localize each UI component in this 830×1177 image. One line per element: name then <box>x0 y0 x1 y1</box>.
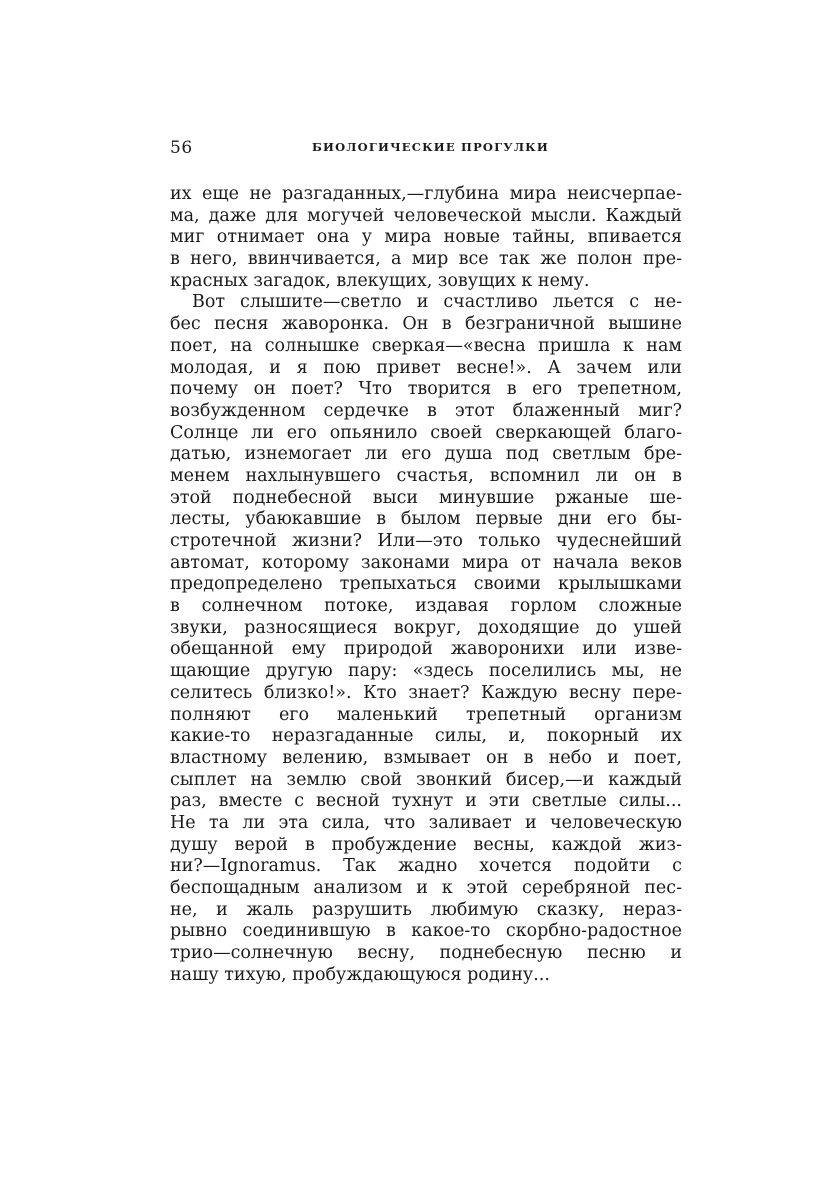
text-line: ма, даже для могучей человеческой мысли. Каждый <box>170 205 682 226</box>
text-line: какие-то неразгаданные силы, и, покорный их <box>170 726 682 747</box>
text-line: не, и жаль разрушить любимую сказку, нераз- <box>170 899 682 920</box>
text-line: беспощадным анализом и к этой серебряной пес- <box>170 878 682 898</box>
text-line: рывно соединившую в какое-то скорбно-радостное <box>170 921 682 942</box>
text-line: полняют его маленький трепетный организм <box>170 704 682 725</box>
text-line: датью, изнемогает ли его душа под светлым бре- <box>170 444 682 465</box>
text-line: менем нахлынувшего счастья, вспомнил ли он в <box>170 465 682 486</box>
text-line: нашу тихую, пробуждающуюся родину... <box>170 964 550 985</box>
body-text <box>170 184 682 986</box>
text-line: автомат, которому законами мира от начала веков <box>170 552 682 573</box>
page-number: 56 <box>170 138 193 158</box>
text-line: сыплет на землю свой звонкий бисер,—и каждый <box>170 769 682 790</box>
text-line: в солнечном потоке, издавая горлом сложные <box>170 596 682 617</box>
text-line: поет, на солнышке сверкая—«весна пришла к нам <box>170 335 682 356</box>
text-line: молодая, и я пою привет весне!». А зачем или <box>170 357 682 378</box>
text-line: щающие другую пару: «здесь поселились мы, не <box>170 661 682 682</box>
text-line: селитесь близко!». Кто знает? Каждую весну пере- <box>170 682 682 703</box>
text-line: предопределено трепыхаться своими крылышками <box>170 574 682 595</box>
text-line: миг отнимает она у мира новые тайны, впивается <box>170 227 682 248</box>
text-line: этой поднебесной выси минувшие ржаные ше- <box>170 487 682 508</box>
text-line: в него, ввинчивается, а мир все так же полон пре- <box>170 249 682 270</box>
text-line: лесты, убаюкавшие в былом первые дни его бы- <box>170 509 682 530</box>
text-line: звуки, разносящиеся вокруг, доходящие до ушей <box>170 617 682 638</box>
text-line: Вот слышите—светло и счастливо льется с не- <box>192 292 682 313</box>
running-title: БИОЛОГИЧЕСКИЕ ПРОГУЛКИ <box>312 140 549 154</box>
text-line: красных загадок, влекущих, зовущих к нему. <box>170 270 590 291</box>
text-line: стротечной жизни? Или—это только чудеснейший <box>170 531 682 551</box>
text-line: трио—солнечную весну, поднебесную песню и <box>170 943 682 964</box>
text-line: душу верой в пробуждение весны, каждой жиз- <box>170 834 682 855</box>
text-line: властному велению, взмывает он в небо и поет, <box>170 747 682 768</box>
text-line: Не та ли эта сила, что заливает и человеческую <box>170 812 682 833</box>
text-line: бес песня жаворонка. Он в безграничной вышине <box>170 314 682 335</box>
text-line: раз, вместе с весной тухнут и эти светлые силы... <box>170 791 682 812</box>
text-line: их еще не разгаданных,—глубина мира неисчерпае- <box>170 184 682 204</box>
text-line: почему он поет? Что творится в его трепетном, <box>170 379 682 400</box>
text-line: возбужденном сердечке в этот блаженный миг? <box>170 400 682 421</box>
text-line: Солнце ли его опьянило своей сверкающей благо- <box>170 422 682 443</box>
paragraph <box>170 184 682 292</box>
text-line: обещанной ему природой жаворонихи или изве- <box>170 639 682 660</box>
paragraph <box>170 292 682 986</box>
text-line: ни?—Ignoramus. Так жадно хочется подойти с <box>170 856 682 877</box>
running-head <box>170 138 682 160</box>
